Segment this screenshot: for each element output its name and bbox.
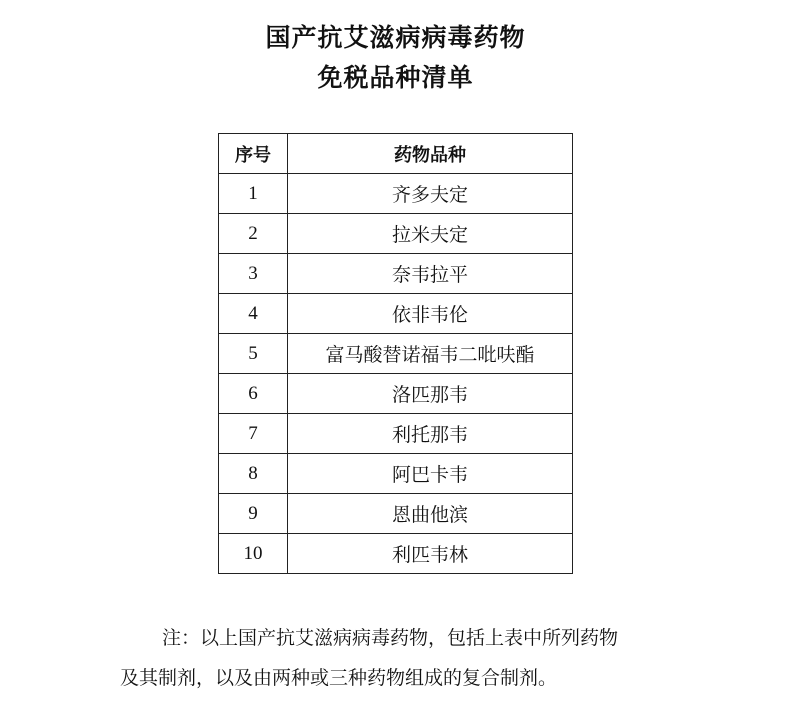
table-row	[219, 454, 573, 494]
table-row	[219, 534, 573, 574]
row-drug-name: 拉米夫定	[288, 214, 573, 254]
table-row	[219, 254, 573, 294]
drug-list-table	[218, 133, 573, 574]
row-serial-number: 2	[219, 214, 288, 254]
table-row	[219, 294, 573, 334]
row-serial-number: 9	[219, 494, 288, 534]
footnote-line-2: 及其制剂，以及由两种或三种药物组成的复合制剂。	[120, 667, 558, 689]
row-drug-name: 富马酸替诺福韦二吡呋酯	[288, 334, 573, 374]
table-row	[219, 374, 573, 414]
table-row	[219, 214, 573, 254]
table-row	[219, 334, 573, 374]
row-drug-name: 齐多夫定	[288, 174, 573, 214]
row-drug-name: 奈韦拉平	[288, 254, 573, 294]
row-serial-number: 10	[219, 534, 288, 574]
row-drug-name: 利匹韦林	[288, 534, 573, 574]
row-serial-number: 4	[219, 294, 288, 334]
row-drug-name: 恩曲他滨	[288, 494, 573, 534]
row-serial-number: 8	[219, 454, 288, 494]
row-serial-number: 3	[219, 254, 288, 294]
row-drug-name: 阿巴卡韦	[288, 454, 573, 494]
row-serial-number: 1	[219, 174, 288, 214]
row-serial-number: 5	[219, 334, 288, 374]
row-drug-name: 依非韦伦	[288, 294, 573, 334]
header-drug-name: 药物品种	[288, 134, 573, 174]
document-title-line-1: 国产抗艾滋病病毒药物	[265, 23, 526, 52]
row-drug-name: 利托那韦	[288, 414, 573, 454]
table-row	[219, 494, 573, 534]
row-serial-number: 6	[219, 374, 288, 414]
table-header-row	[219, 134, 573, 174]
document-title-line-2: 免税品种清单	[317, 63, 474, 92]
table-row	[219, 414, 573, 454]
header-serial-number: 序号	[219, 134, 288, 174]
table-row	[219, 174, 573, 214]
footnote-line-1: 注：以上国产抗艾滋病病毒药物，包括上表中所列药物	[162, 627, 619, 649]
row-drug-name: 洛匹那韦	[288, 374, 573, 414]
row-serial-number: 7	[219, 414, 288, 454]
